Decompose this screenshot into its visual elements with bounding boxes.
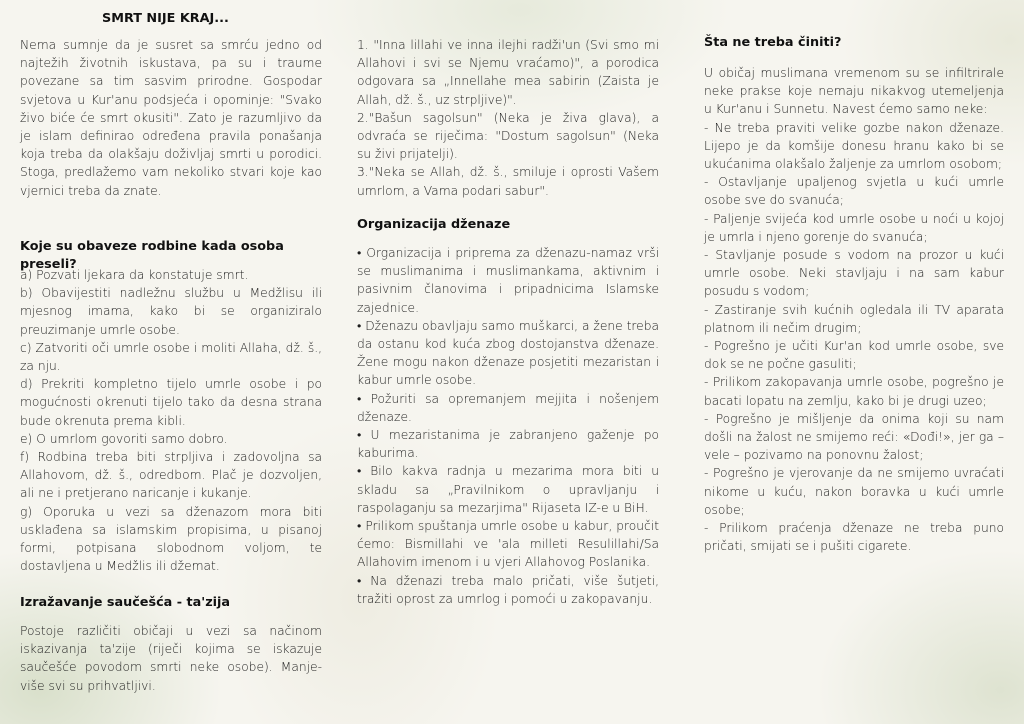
what-not-to-do-item: - Pogrešno je vjerovanje da ne smijemo uvraćati nikome u kuću, nakon boravka u kući umrle osobe;: [704, 466, 1004, 517]
what-not-to-do-item: - Prilikom zakopavanja umrle osobe, pogrešno je bacati lopatu na zemlju, kako bi je drugi uzeo;: [704, 375, 1004, 408]
condolence-paragraph: Postoje različiti običaji u vezi sa načinom iskazivanja ta'zije (riječi kojima se iskazuje saučešće povodom smrti neke osobe). Manje-više svi su prihvatljivi.: [20, 624, 322, 693]
organization-item: • Na dženazi treba malo pričati, više šutjeti, tražiti oprost za umrlog i pomoći u zakopavanju.: [357, 573, 659, 606]
heading-obligations: Koje su obaveze rodbine kada osoba preseli?: [20, 239, 284, 272]
condolence-phrase: 1. "Inna lillahi ve inna ilejhi radži'un (Svi smo mi Allahovi i svi se Njemu vraćamo)", a porodica odgovara sa „Innellahe mea sabirin (Zaista je Allah, dž. š., uz strpljive)".: [357, 38, 659, 107]
organization-item: • Organizacija i priprema za dženazu-namaz vrši se muslimanima i muslimankama, aktivnim i pasivnim članovima i pripadnicima Islamske zajednice.: [357, 246, 659, 315]
organization-item: • Dženazu obavljaju samo muškarci, a žene treba da ostanu kod kuća zbog dostojanstva dženaze. Žene mogu nakon dženaze posjetiti mezaristan i kabur umrle osobe.: [357, 318, 659, 388]
obligation-item: c) Zatvoriti oči umrle osobe i moliti Allaha, dž. š., za nju.: [20, 340, 322, 374]
intro-paragraph: Nema sumnje da je susret sa smrću jedno od najtežih životnih iskustava, pa su i traume povezane sa tim sasvim prirodne. Gospodar svjetova u Kur'anu podsjeća i opominje: "Svako živo biće će smrt okusiti". Zato je razumljivo da je islam definirao određena pravila ponašanja koja treba da olakšaju doživljaj smrti u porodici. Stoga, predlažemo vam nekoliko stvari koje kao vjernici treba da znate.: [20, 38, 322, 198]
condolence-phrase: 2."Bašun sagolsun" (Neka je živa glava), a odvraća se riječima: "Dostum sagolsun" (Neka su živi prijatelji).: [357, 110, 659, 162]
what-not-to-do-item: - Pogrešno je mišljenje da onima koji su nam došli na žalost ne smijemo reći: «Dođi!», jer ga – vele – pozivamo na ponovnu žalost;: [704, 411, 1004, 463]
obligation-item: d) Prekriti kompletno tijelo umrle osobe i po mogućnosti okrenuti tijelo tako da desna strana bude okrenuta prema kibli.: [20, 377, 322, 428]
organization-item: • Požuriti sa opremanjem mejjita i nošenjem dženaze.: [357, 391, 659, 424]
what-not-to-do-item: - Ostavljanje upaljenog svjetla u kući umrle osobe sve do svanuća;: [704, 175, 1004, 208]
page-title: SMRT NIJE KRAJ...: [102, 11, 229, 26]
heading-organization: Organizacija dženaze: [357, 217, 511, 232]
heading-what-not-to-do: Šta ne treba činiti?: [704, 35, 842, 50]
obligation-item: f) Rodbina treba biti strpljiva i zadovoljna sa Allahovom, dž. š., odredbom. Plač je dozvoljen, ali ne i pretjerano naricanje i kukanje.: [20, 450, 322, 501]
what-not-to-do-item: - Pogrešno je učiti Kur'an kod umrle osobe, sve dok se ne počne gasuliti;: [704, 339, 1004, 372]
obligation-item: b) Obavijestiti nadležnu službu u Medžlisu ili mjesnog imama, kako bi se organiziralo preuzimanje umrle osobe.: [20, 286, 322, 337]
condolence-phrase: 3."Neka se Allah, dž. š., smiluje i oprosti Vašem umrlom, a Vama podari sabur".: [357, 165, 659, 198]
organization-item: • Prilikom spuštanja umrle osobe u kabur, proučit ćemo: Bismillahi ve 'ala milleti Resulillahi/Sa Allahovim imenom i u vjeri Allahovog Poslanika.: [357, 519, 659, 570]
heading-condolence: Izražavanje saučešća - ta'zija: [20, 595, 231, 610]
obligation-item: e) O umrlom govoriti samo dobro.: [20, 431, 228, 446]
what-not-to-do-intro: U običaj muslimana vremenom su se infiltrirale neke prakse koje nemaju nikakvog utemeljenja u Kur'anu i Sunnetu. Navest ćemo samo neke:: [704, 66, 1004, 117]
obligation-item: g) Oporuka u vezi sa dženazom mora biti usklađena sa islamskim propisima, u pisanoj formi, potpisana slobodnom voljom, te dostavljena u Medžlis ili džemat.: [20, 504, 322, 574]
what-not-to-do-item: - Prilikom praćenja dženaze ne treba puno pričati, smijati se i pušiti cigarete.: [704, 521, 1004, 554]
what-not-to-do-item: - Stavljanje posude s vodom na prozor u kući umrle osobe. Neki stavljaju i na sam kabur posudu s vodom;: [704, 248, 1004, 299]
what-not-to-do-item: - Ne treba praviti velike gozbe nakon dženaze. Lijepo je da komšije donesu hranu kako bi se ukućanima olakšalo žaljenje za umrlom osobom;: [704, 120, 1004, 172]
organization-item: • Bilo kakva radnja u mezarima mora biti u skladu sa „Pravilnikom o upravljanju i raspolaganju sa mezarjima" Rijaseta IZ-e u BiH.: [357, 464, 659, 515]
what-not-to-do-item: - Zastiranje svih kućnih ogledala ili TV aparata platnom ili nečim drugim;: [704, 302, 1004, 335]
organization-item: • U mezaristanima je zabranjeno gaženje po kaburima.: [357, 428, 659, 461]
obligation-item: a) Pozvati ljekara da konstatuje smrt.: [20, 268, 249, 282]
what-not-to-do-item: - Paljenje svijeća kod umrle osobe u noći u kojoj je umrla i njeno gorenje do svanuća;: [704, 211, 1004, 244]
